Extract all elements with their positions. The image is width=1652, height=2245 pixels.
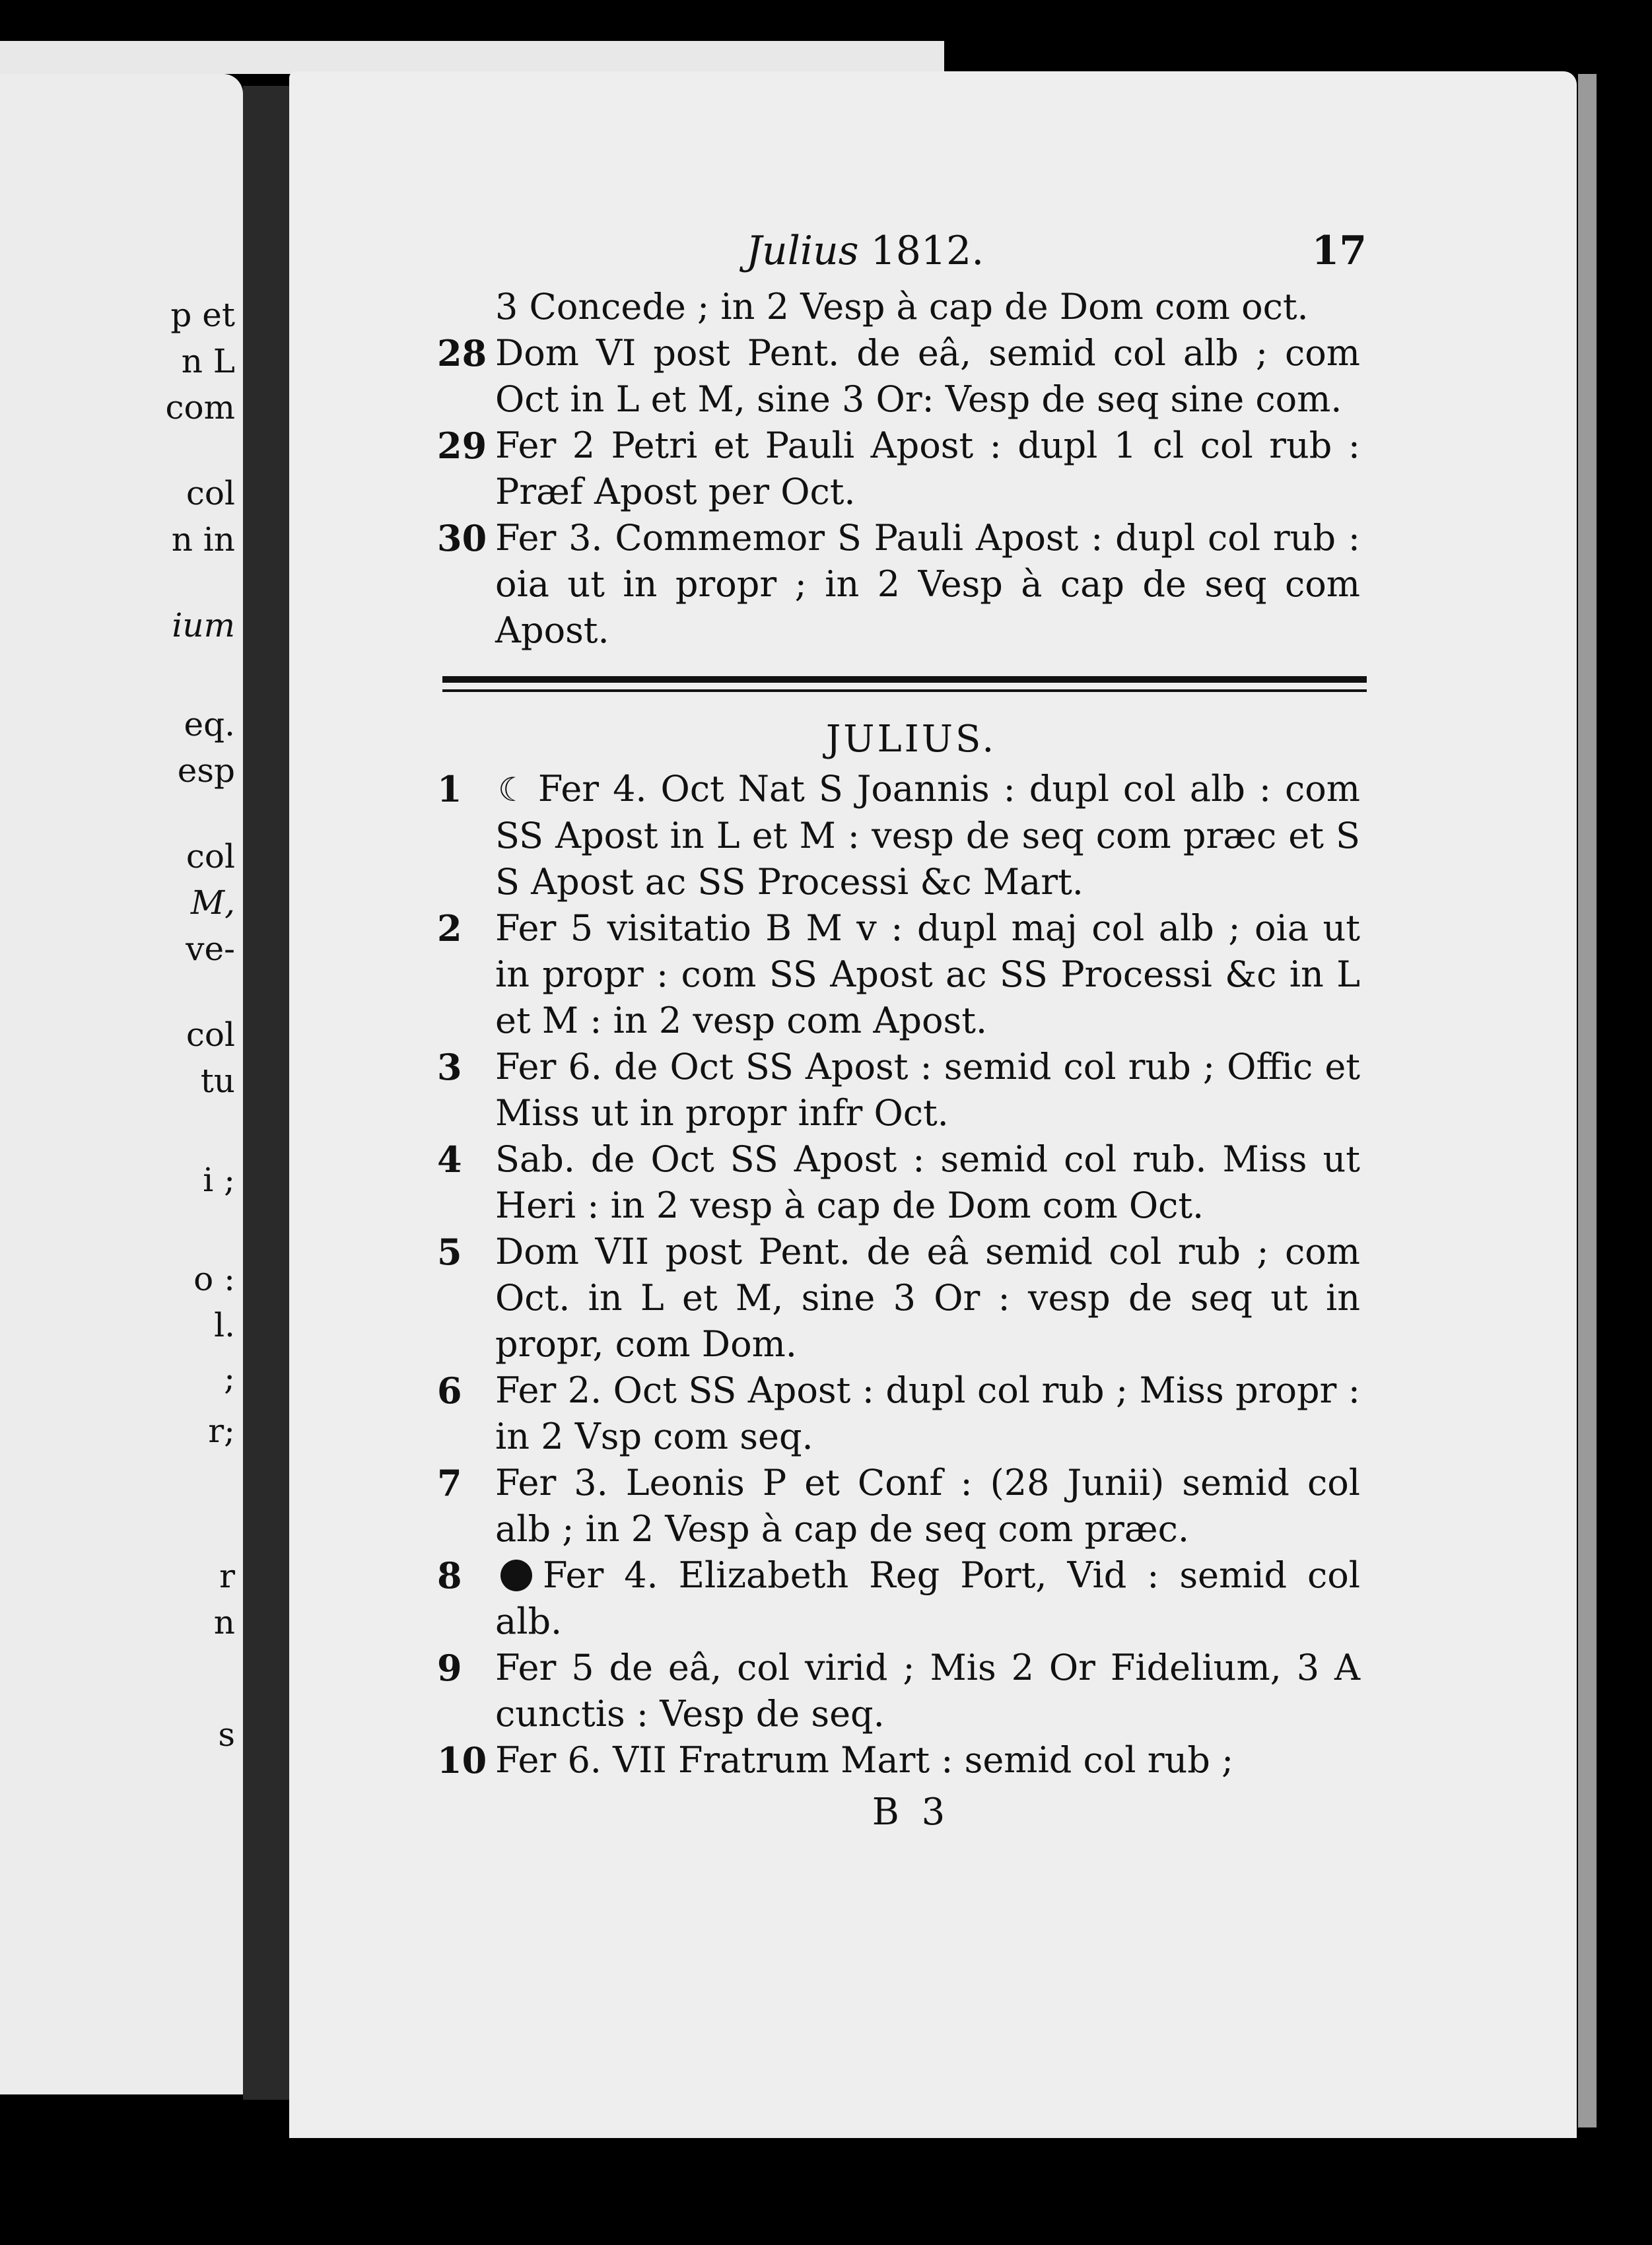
left-page-fragment: o : — [193, 1260, 235, 1298]
thin-rule — [442, 689, 1367, 692]
calendar-entry — [437, 1367, 1360, 1460]
entry-text: Fer 2. Oct SS Apost : dupl col rub ; Miss propr : in 2 Vsp com seq. — [495, 1369, 1360, 1457]
left-page-fragment: col — [186, 1016, 235, 1054]
day-number: 4 — [437, 1138, 462, 1181]
page-number: 17 — [1311, 228, 1367, 274]
entry-text: Fer 6. de Oct SS Apost : semid col rub ; Offic et Miss ut in propr infr Oct. — [495, 1046, 1360, 1134]
calendar-entry — [437, 1044, 1360, 1136]
entry-text: Fer 5 de eâ, col virid ; Mis 2 Or Fidelium, 3 A cunctis : Vesp de seq. — [495, 1647, 1360, 1735]
left-page-fragment: n in — [171, 520, 235, 559]
entry-text: Fer 4. Elizabeth Reg Port, Vid : semid col alb. — [495, 1554, 1360, 1642]
calendar-entry — [437, 1136, 1360, 1229]
left-page-fragment: s — [218, 1715, 235, 1754]
left-page-fragment: ; — [224, 1359, 235, 1397]
paper-strip — [0, 41, 944, 74]
left-page — [0, 74, 243, 2094]
entry-text: Fer 6. VII Fratrum Mart : semid col rub ; — [495, 1739, 1234, 1781]
signature-mark: B 3 — [872, 1791, 951, 1834]
day-number: 29 — [437, 425, 487, 467]
entry-text: Sab. de Oct SS Apost : semid col rub. Miss ut Heri : in 2 vesp à cap de Dom com Oct. — [495, 1138, 1360, 1226]
day-number: 1 — [437, 768, 462, 810]
left-page-fragment: n — [213, 1603, 235, 1641]
calendar-entry — [437, 1460, 1360, 1552]
left-page-fragment: tu — [200, 1062, 235, 1100]
section-divider — [462, 674, 1360, 696]
day-number: 7 — [437, 1462, 462, 1504]
running-title-month: Julius — [746, 228, 859, 274]
calendar-entry — [437, 515, 1360, 654]
month-heading: JULIUS. — [825, 718, 997, 761]
new-moon-icon — [500, 1560, 532, 1591]
day-number: 3 — [437, 1046, 462, 1088]
day-number: 8 — [437, 1554, 462, 1597]
calendar-entry — [437, 766, 1360, 905]
left-page-fragment: esp — [177, 751, 235, 790]
calendar-entry — [437, 1552, 1360, 1645]
day-number: 2 — [437, 907, 462, 950]
calendar-entry — [437, 330, 1360, 423]
calendar-entry — [437, 1737, 1360, 1783]
entry-text: Fer 3. Commemor S Pauli Apost : dupl col rub : oia ut in propr ; in 2 Vesp à cap de seq com Apost. — [495, 517, 1360, 651]
calendar-entry — [437, 905, 1360, 1044]
entry-text: 3 Concede ; in 2 Vesp à cap de Dom com oct. — [495, 286, 1309, 328]
left-page-fragment: eq. — [184, 705, 235, 743]
left-page-fragment: r — [219, 1557, 235, 1595]
day-number: 28 — [437, 332, 487, 374]
book-gutter — [243, 86, 289, 2100]
entry-text: Fer 3. Leonis P et Conf : (28 Junii) semid col alb ; in 2 Vesp à cap de seq com præc. — [495, 1462, 1360, 1550]
left-page-fragment: col — [186, 474, 235, 512]
running-head — [462, 218, 1367, 284]
left-page-fragment: n L — [181, 342, 235, 380]
june-continued — [437, 284, 1360, 654]
calendar-entry — [437, 1229, 1360, 1367]
july-entries — [437, 766, 1360, 1783]
entry-text: Dom VI post Pent. de eâ, semid col alb ; com Oct in L et M, sine 3 Or: Vesp de seq sine com. — [495, 332, 1360, 420]
day-number: 9 — [437, 1647, 462, 1689]
entry-text: Fer 4. Oct Nat S Joannis : dupl col alb : com SS Apost in L et M : vesp de seq com præc et S S Apost ac SS Processi &c Mart. — [495, 768, 1360, 903]
page-content — [437, 218, 1367, 1839]
page-edge — [1578, 74, 1597, 2127]
left-page-fragment: com — [165, 388, 235, 427]
running-title-year: 1812. — [870, 228, 984, 274]
left-page-fragment: ium — [172, 606, 235, 644]
first-quarter-moon-icon: ☾ — [498, 771, 528, 809]
entry-text: Fer 2 Petri et Pauli Apost : dupl 1 cl col rub : Præf Apost per Oct. — [495, 425, 1360, 512]
thick-rule — [442, 676, 1367, 683]
running-title — [746, 218, 984, 284]
left-page-fragment: r; — [208, 1412, 235, 1450]
calendar-entry — [462, 284, 1360, 330]
entry-text: Fer 5 visitatio B M v : dupl maj col alb ; oia ut in propr : com SS Apost ac SS Processi &c in L et M : in 2 vesp com Apost. — [495, 907, 1360, 1041]
calendar-entry — [437, 423, 1360, 515]
left-page-fragment: M, — [190, 883, 235, 922]
day-number: 30 — [437, 517, 487, 559]
day-number: 5 — [437, 1231, 462, 1273]
calendar-entry — [437, 1645, 1360, 1737]
left-page-fragment: i ; — [203, 1161, 235, 1199]
day-number: 10 — [437, 1739, 487, 1781]
entry-text: Dom VII post Pent. de eâ semid col rub ; com Oct. in L et M, sine 3 Or : vesp de seq ut in propr, com Dom. — [495, 1231, 1360, 1365]
left-page-fragment: col — [186, 837, 235, 876]
left-page-fragment: l. — [214, 1306, 235, 1344]
left-page-fragment: ve- — [186, 930, 235, 968]
left-page-fragment: p et — [170, 296, 235, 334]
day-number: 6 — [437, 1369, 462, 1412]
